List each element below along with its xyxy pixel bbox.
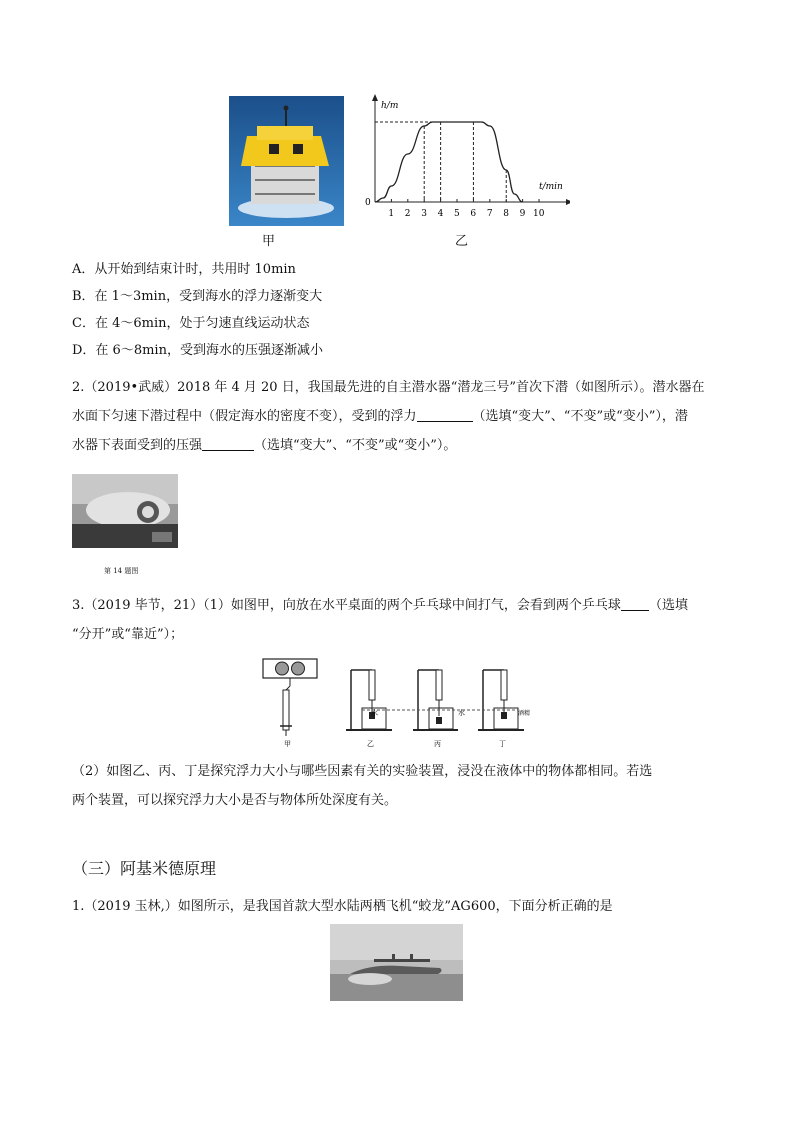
depth-series-line xyxy=(375,122,523,202)
x-tick-label: 7 xyxy=(486,209,493,219)
x-tick-label: 6 xyxy=(470,209,477,219)
q2-line-2-b: （选填“变大”、“不变”或“变小”），潜 xyxy=(472,409,688,424)
q3-line-1 xyxy=(72,592,688,619)
label-water-1: 水 xyxy=(371,709,378,717)
depth-time-chart xyxy=(355,92,570,227)
q2-line-1: 2.（2019•武威）2018 年 4 月 20 日，我国最先进的自主潜水器“潜龙三号”首次下潜（如图所示）。潜水器在 xyxy=(72,380,705,395)
q2-line-3 xyxy=(72,432,456,459)
q1-option-a: A．从开始到结束计时，共用时 10min xyxy=(72,262,296,277)
section-heading: （三）阿基米德原理 xyxy=(72,859,217,878)
submersible-photo xyxy=(229,96,344,226)
y-axis-label: h/m xyxy=(381,101,399,111)
q1-option-c: C．在 4～6min，处于匀速直线运动状态 xyxy=(72,316,310,331)
q3-part2-line-1: （2）如图乙、丙、丁是探究浮力大小与哪些因素有关的实验装置，浸没在液体中的物体都相同。若选 xyxy=(72,764,653,779)
fig1-caption-right: 乙 xyxy=(455,234,469,249)
q1-option-d: D．在 6～8min，受到海水的压强逐渐减小 xyxy=(72,343,323,358)
label-bing: 丙 xyxy=(434,740,441,748)
x-tick-label: 2 xyxy=(404,209,411,219)
q2-line-3-a: 水器下表面受到的压强 xyxy=(72,438,203,453)
submarine-photo xyxy=(72,474,178,548)
stand-ding xyxy=(478,670,524,730)
label-ding: 丁 xyxy=(499,740,506,748)
label-jia: 甲 xyxy=(284,740,291,748)
buoyancy-apparatus-figure xyxy=(258,656,530,748)
q2-line-3-b: （选填“变大”、“不变”或“变小”）。 xyxy=(254,438,457,453)
x-tick-label: 1 xyxy=(388,209,395,219)
q3-line-1-b: （选填 xyxy=(648,598,688,613)
x-tick-label: 10 xyxy=(533,209,545,219)
q3-line-2: “分开”或“靠近”）； xyxy=(72,627,184,642)
stand-bing xyxy=(413,670,458,730)
q3-blank-ping-pong[interactable] xyxy=(621,596,649,611)
seaplane-photo xyxy=(330,924,463,1001)
x-axis-label: t/min xyxy=(539,182,563,192)
x-tick-label: 8 xyxy=(503,209,509,219)
label-alcohol: 酒精 xyxy=(518,710,530,717)
x-tick-label: 9 xyxy=(519,209,526,219)
q2-figure-caption: 第 14 题图 xyxy=(104,567,139,575)
fig1-caption-left: 甲 xyxy=(262,234,276,249)
q2-blank-buoyancy[interactable] xyxy=(417,407,473,422)
q2-line-2 xyxy=(72,403,688,430)
origin-label: 0 xyxy=(365,198,371,208)
label-water-2: 水 xyxy=(458,709,465,717)
q3-part2-line-2: 两个装置，可以探究浮力大小是否与物体所处深度有关。 xyxy=(72,793,398,808)
q3-line-1-a: 3.（2019 毕节，21）（1）如图甲，向放在水平桌面的两个乒乓球中间打气，会看到两个乒乓球 xyxy=(72,598,621,613)
q2-line-2-a: 水面下匀速下潜过程中（假定海水的密度不变），受到的浮力 xyxy=(72,409,417,424)
q2-blank-pressure[interactable] xyxy=(202,436,254,451)
x-axis-arrow xyxy=(566,199,570,205)
q1-option-b: B．在 1～3min，受到海水的浮力逐渐变大 xyxy=(72,289,323,304)
x-tick-label: 3 xyxy=(421,209,427,219)
x-tick-label: 5 xyxy=(454,209,460,219)
y-axis-arrow xyxy=(372,94,378,101)
ping-pong-setup xyxy=(263,659,317,736)
section3-q1: 1.（2019 玉林,）如图所示，是我国首款大型水陆两栖飞机“蛟龙”AG600，下面分析正确的是 xyxy=(72,899,613,914)
stand-yi xyxy=(346,670,392,730)
label-yi: 乙 xyxy=(367,740,374,748)
x-tick-label: 4 xyxy=(437,209,444,219)
